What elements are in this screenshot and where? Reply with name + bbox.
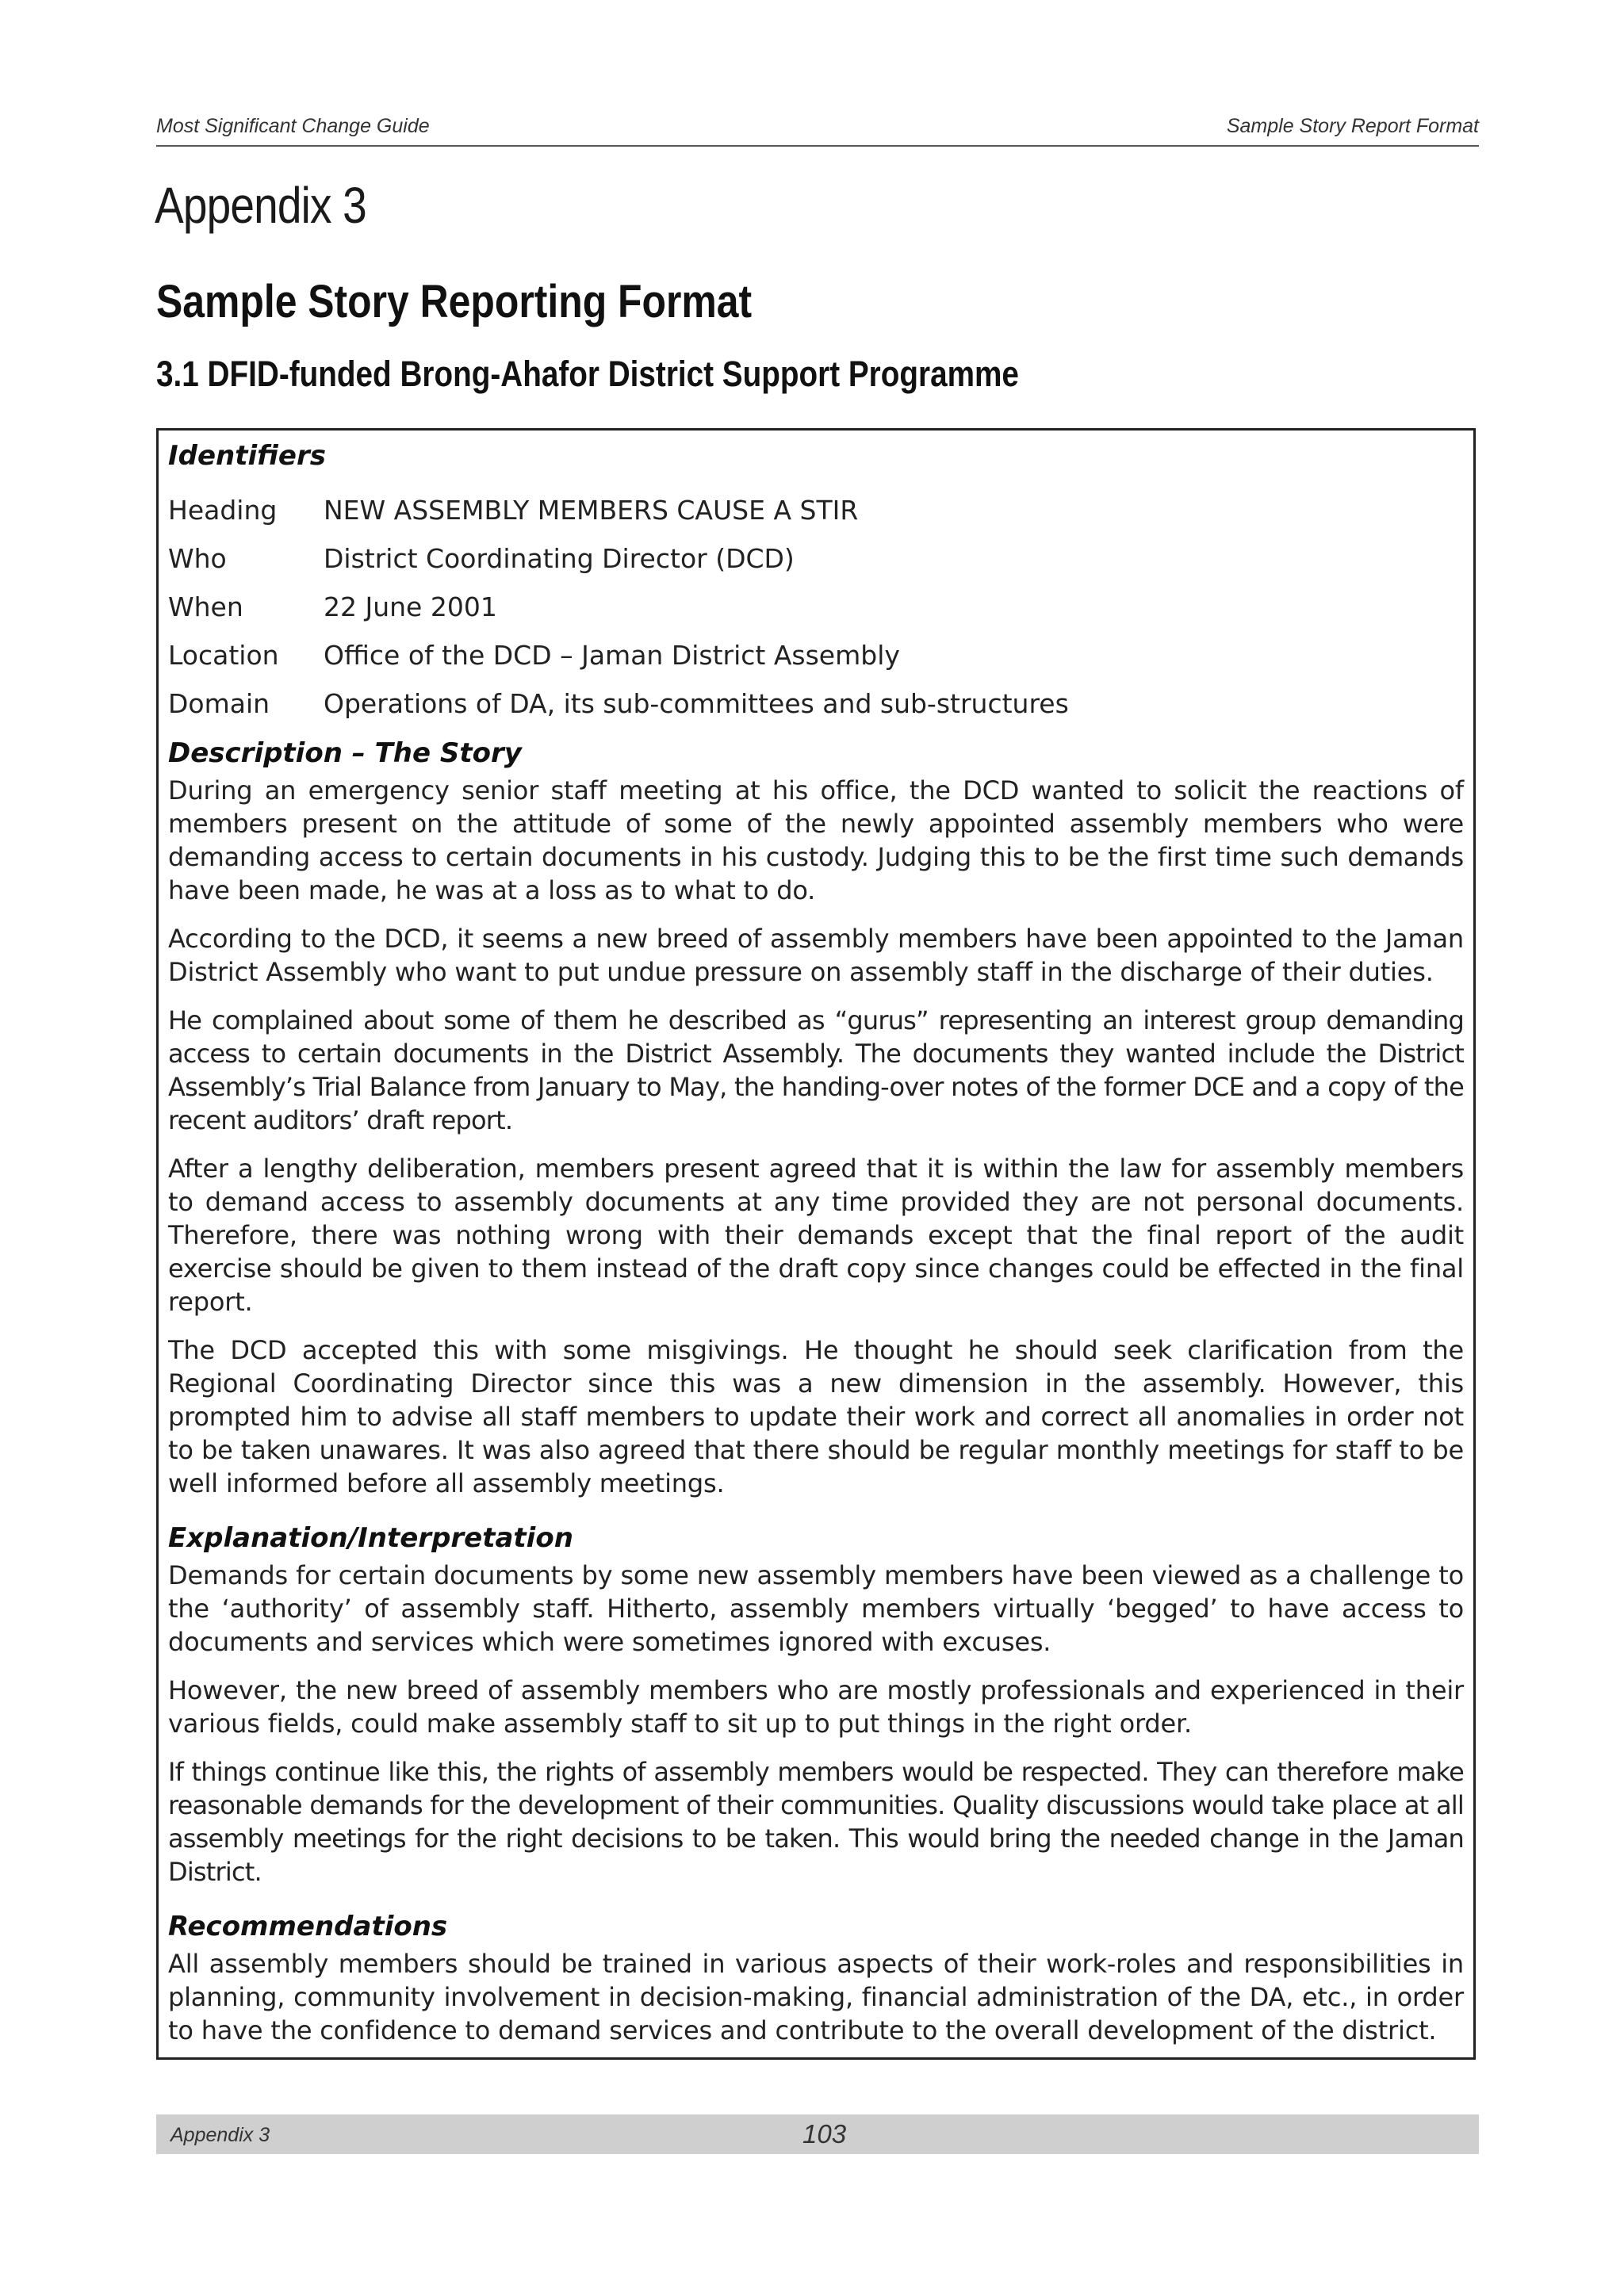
footer-appendix-label: Appendix 3 xyxy=(170,2124,270,2146)
recommendations-paragraph: All assembly members should be trained in various aspects of their work-roles and responsibilities in planning, community involvement in decision-making, financial administration of the DA, etc., in order to have the confidence to demand services and contribute to the overall development of the district. xyxy=(168,1949,1464,2045)
identifier-label: When xyxy=(168,591,243,622)
identifier-label: Heading xyxy=(168,495,278,526)
running-header xyxy=(156,115,1479,147)
explanation-heading: Explanation/Interpretation xyxy=(168,1522,573,1554)
identifier-label: Who xyxy=(168,543,227,574)
explanation-section xyxy=(168,1517,1464,1888)
description-heading: Description – The Story xyxy=(168,737,522,769)
recommendations-heading: Recommendations xyxy=(168,1911,448,1942)
identifier-label: Location xyxy=(168,640,279,671)
identifiers-heading: Identifiers xyxy=(168,440,326,472)
story-report-box xyxy=(156,428,1476,2060)
explanation-paragraph: However, the new breed of assembly members who are mostly professionals and experienced in their various fields, could make assembly staff to sit up to put things in the right order. xyxy=(168,1675,1464,1739)
identifiers-section xyxy=(168,435,1464,728)
description-section xyxy=(168,733,1464,1500)
identifier-row-heading xyxy=(168,486,1464,534)
identifier-row-location xyxy=(168,631,1464,679)
appendix-title: Appendix 3 xyxy=(155,177,366,234)
page-title: Sample Story Reporting Format xyxy=(156,276,753,327)
identifier-row-who xyxy=(168,534,1464,583)
page-footer xyxy=(156,2114,1479,2154)
description-paragraph: According to the DCD, it seems a new breed of assembly members have been appointed to the Jaman District Assembly who want to put undue pressure on assembly staff in the discharge of their duties. xyxy=(168,924,1464,987)
header-section-title: Sample Story Report Format xyxy=(1226,115,1479,137)
identifier-value: 22 June 2001 xyxy=(324,591,497,622)
section-title: 3.1 DFID-funded Brong-Ahafor District Support Programme xyxy=(156,354,1019,394)
recommendations-section xyxy=(168,1906,1464,2047)
identifier-row-when xyxy=(168,583,1464,631)
identifiers-table xyxy=(168,486,1464,728)
identifier-row-domain xyxy=(168,679,1464,728)
description-paragraph: After a lengthy deliberation, members present agreed that it is within the law for assembly members to demand access to assembly documents at any time provided they are not personal documents. Therefore, there was nothing wrong with their demands except that the final report of the audit exercise should be given to them instead of the draft copy since changes could be effected in the final report. xyxy=(168,1154,1464,1317)
explanation-paragraph: If things continue like this, the rights of assembly members would be respected. They can therefore make reasonable demands for the development of their communities. Quality discussions would take place at all assembly meetings for the right decisions to be taken. This would bring the needed change in the Jaman District. xyxy=(168,1757,1464,1887)
identifier-value: District Coordinating Director (DCD) xyxy=(324,543,795,574)
identifier-label: Domain xyxy=(168,688,270,719)
explanation-paragraph: Demands for certain documents by some new assembly members have been viewed as a challenge to the ‘authority’ of assembly staff. Hitherto, assembly members virtually ‘begged’ to have access to documents and services which were sometimes ignored with excuses. xyxy=(168,1560,1464,1657)
page-number: 103 xyxy=(802,2119,847,2149)
identifier-value: Office of the DCD – Jaman District Assembly xyxy=(324,640,900,671)
identifier-value: Operations of DA, its sub-committees and sub-structures xyxy=(324,688,1069,719)
description-paragraph: During an emergency senior staff meeting at his office, the DCD wanted to solicit the reactions of members present on the attitude of some of the newly appointed assembly members who were demanding access to certain documents in his custody. Judging this to be the first time such demands have been made, he was at a loss as to what to do. xyxy=(168,775,1464,905)
description-paragraph: He complained about some of them he described as “gurus” representing an interest group demanding access to certain documents in the District Assembly. The documents they wanted include the District Assembly’s Trial Balance from January to May, the handing-over notes of the former DCE and a copy of the recent auditors’ draft report. xyxy=(168,1005,1464,1135)
identifier-value: NEW ASSEMBLY MEMBERS CAUSE A STIR xyxy=(324,495,859,526)
description-paragraph: The DCD accepted this with some misgivings. He thought he should seek clarification from the Regional Coordinating Director since this was a new dimension in the assembly. However, this prompted him to advise all staff members to update their work and correct all anomalies in order not to be taken unawares. It was also agreed that there should be regular monthly meetings for staff to be well informed before all assembly meetings. xyxy=(168,1335,1464,1498)
header-guide-title: Most Significant Change Guide xyxy=(156,115,430,137)
